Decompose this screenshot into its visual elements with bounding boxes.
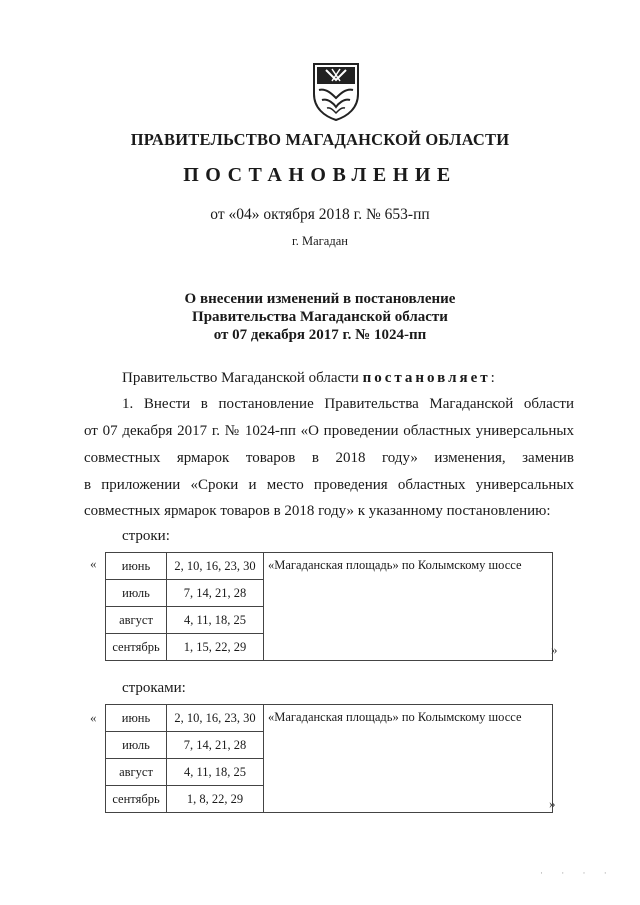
intro-verb: постановляет bbox=[362, 370, 491, 386]
open-quote: « bbox=[90, 710, 97, 725]
subject-line: от 07 декабря 2017 г. № 1024-пп bbox=[213, 327, 427, 343]
subject-line: Правительства Магаданской области bbox=[192, 309, 448, 325]
dates-cell: 2, 10, 16, 23, 30 bbox=[167, 705, 264, 732]
decree-title: ПОСТАНОВЛЕНИЕ bbox=[183, 164, 457, 186]
month-cell: июль bbox=[106, 732, 167, 759]
place-cell: «Магаданская площадь» по Колымскому шоссе bbox=[264, 705, 553, 813]
subject-line: О внесении изменений в постановление bbox=[184, 291, 456, 307]
dates-cell: 4, 11, 18, 25 bbox=[167, 607, 264, 634]
dates-cell: 1, 8, 22, 29 bbox=[167, 786, 264, 813]
decree-subject bbox=[0, 290, 640, 344]
government-name: ПРАВИТЕЛЬСТВО МАГАДАНСКОЙ ОБЛАСТИ bbox=[130, 130, 510, 149]
dates-cell: 4, 11, 18, 25 bbox=[167, 759, 264, 786]
schedule-table-new bbox=[105, 704, 553, 813]
table-row bbox=[106, 705, 553, 732]
paragraph-line: от 07 декабря 2017 г. № 1024-пп «О проведении областных универсальных bbox=[84, 423, 574, 439]
close-quote: » bbox=[551, 642, 558, 657]
rows-label: строки: bbox=[122, 528, 170, 544]
month-cell: июнь bbox=[106, 705, 167, 732]
month-cell: июль bbox=[106, 580, 167, 607]
table-row bbox=[106, 553, 553, 580]
close-quote: » bbox=[549, 796, 556, 811]
month-cell: июнь bbox=[106, 553, 167, 580]
paragraph-line: совместных ярмарок товаров в 2018 году» изменения, заменив bbox=[84, 450, 574, 466]
decree-date: от «04» октября 2018 г. № 653-пп bbox=[210, 206, 430, 223]
paragraph-line: совместных ярмарок товаров в 2018 году» к указанному постановлению: bbox=[84, 503, 551, 519]
dates-cell: 2, 10, 16, 23, 30 bbox=[167, 553, 264, 580]
open-quote: « bbox=[90, 556, 97, 571]
magadan-coat-of-arms-icon bbox=[310, 60, 362, 122]
rows-new-label: строками: bbox=[122, 680, 186, 696]
dates-cell: 7, 14, 21, 28 bbox=[167, 580, 264, 607]
intro-text: Правительство Магаданской области bbox=[122, 370, 363, 386]
month-cell: август bbox=[106, 607, 167, 634]
month-cell: август bbox=[106, 759, 167, 786]
dates-cell: 1, 15, 22, 29 bbox=[167, 634, 264, 661]
intro-paragraph bbox=[122, 370, 495, 387]
paragraph-line: 1. Внести в постановление Правительства Магаданской области bbox=[122, 396, 574, 412]
dates-cell: 7, 14, 21, 28 bbox=[167, 732, 264, 759]
scan-specks: · · · · bbox=[540, 868, 615, 878]
decree-city: г. Магадан bbox=[292, 234, 348, 248]
place-cell: «Магаданская площадь» по Колымскому шоссе bbox=[264, 553, 553, 661]
schedule-table-old bbox=[105, 552, 553, 661]
intro-colon: : bbox=[490, 370, 495, 386]
paragraph-line: в приложении «Сроки и место проведения областных универсальных bbox=[84, 477, 574, 493]
month-cell: сентябрь bbox=[106, 634, 167, 661]
month-cell: сентябрь bbox=[106, 786, 167, 813]
